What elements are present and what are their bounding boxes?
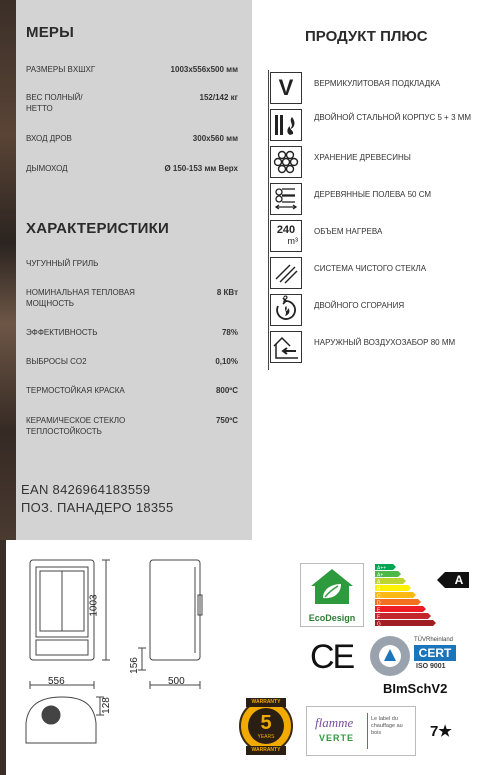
top-offset-dimension: 128: [100, 697, 112, 714]
spec-value: Ø 150-153 мм Верх: [164, 164, 238, 173]
energy-bar-label: A++: [377, 565, 387, 572]
energy-bar-label: F: [377, 614, 381, 621]
clean-glass-icon: [270, 257, 302, 289]
char-label: ЭФФЕКТИВНОСТЬ: [26, 328, 98, 337]
energy-bar: [375, 599, 421, 605]
char-value: 0,10%: [215, 357, 238, 366]
char-label: ВЫБРОСЫ CO2: [26, 357, 87, 366]
char-label: КЕРАМИЧЕСКОЕ СТЕКЛО ТЕПЛОСТОЙКОСТЬ: [26, 416, 126, 436]
char-value: 8 КВт: [216, 288, 238, 297]
feature-item: [268, 294, 478, 330]
warranty-years-number: 5: [260, 712, 272, 734]
ean-code: EAN 8426964183559: [21, 482, 151, 497]
flamme-verte-badge: [306, 706, 416, 756]
energy-label-scale: [375, 562, 475, 628]
flamme-verte-word-2: VERTE: [319, 733, 355, 743]
energy-bar-label: B: [377, 586, 381, 593]
feature-text: ОБЪЕМ НАГРЕВА: [314, 227, 383, 236]
height-dimension: 1003: [88, 594, 100, 617]
char-value: 78%: [221, 328, 238, 337]
flamme-stars-rating: 7★: [430, 723, 452, 740]
feature-item: [268, 331, 478, 367]
energy-bar-label: D: [377, 600, 381, 607]
spec-label: ДЫМОХОД: [26, 164, 68, 173]
energy-bar-label: E: [377, 607, 381, 614]
feature-text: ВЕРМИКУЛИТОВАЯ ПОДКЛАДКА: [314, 79, 441, 88]
warranty-seal: [238, 694, 294, 758]
feature-item: [268, 257, 478, 293]
vermiculite-icon: V: [270, 72, 302, 104]
double-combustion-icon: 2: [270, 294, 302, 326]
energy-bar: [375, 585, 411, 591]
feature-text: ДВОЙНОЙ СТАЛЬНОЙ КОРПУС 5 + 3 ММ: [314, 113, 472, 122]
spec-value: 1003x556x500 мм: [170, 65, 238, 74]
spec-label: РАЗМЕРЫ ВXШXГ: [26, 65, 96, 74]
tuv-seal-icon: [370, 636, 410, 676]
feature-item: [268, 146, 478, 182]
tuv-cert-label: CERT: [414, 645, 456, 661]
energy-class-letter: A: [454, 573, 464, 587]
feature-text: ДЕРЕВЯННЫЕ ПОЛЕВА 50 СМ: [314, 190, 432, 199]
outlet-dimension: 156: [128, 657, 140, 674]
energy-bar-label: A: [377, 579, 381, 586]
double-body-icon: [270, 109, 302, 141]
tuv-iso-label: ISO 9001: [416, 663, 446, 670]
width-dimension: 556: [48, 676, 65, 687]
log-length-icon: [270, 183, 302, 215]
energy-bar: [375, 620, 436, 626]
feature-text: НАРУЖНЫЙ ВОЗДУХОЗАБОР 80 ММ: [314, 338, 456, 347]
flamme-verte-description: Le label du chauffage au bois: [371, 716, 403, 736]
feature-item: [268, 72, 478, 108]
ecodesign-badge: [300, 563, 364, 627]
position-code: ПОЗ. ПАНАДЕРО 18355: [21, 500, 174, 515]
tuv-brand: TÜVRheinland: [414, 637, 454, 643]
depth-dimension: 500: [168, 676, 185, 687]
measures-title: МЕРЫ: [26, 24, 74, 41]
bimschv-label: BImSchV2: [383, 681, 448, 696]
spec-label: ВХОД ДРОВ: [26, 134, 72, 143]
feature-item: [268, 220, 478, 256]
spec-panel: [16, 0, 252, 540]
features-title: ПРОДУКТ ПЛЮС: [305, 28, 428, 45]
outside-air-icon: [270, 331, 302, 363]
char-label: ТЕРМОСТОЙКАЯ КРАСКА: [26, 386, 125, 395]
feature-text: СИСТЕМА ЧИСТОГО СТЕКЛА: [314, 264, 427, 273]
energy-bar: [375, 592, 416, 598]
char-value: 750ºC: [215, 416, 238, 425]
spec-label: ВЕС ПОЛНЫЙ/ НЕТТО: [26, 93, 83, 113]
flamme-verte-word-1: flamme: [315, 715, 354, 730]
warranty-bottom-text: WARRANTY: [251, 747, 281, 753]
energy-bar-label: C: [377, 593, 381, 600]
heating-volume-icon: 240 m³: [270, 220, 302, 252]
feature-item: [268, 183, 478, 219]
feature-item: [268, 109, 478, 145]
energy-bar: [375, 606, 426, 612]
ecodesign-house-icon: [301, 564, 363, 610]
energy-bar-label: G: [377, 621, 381, 628]
warranty-top-text: WARRANTY: [251, 699, 281, 705]
energy-class-arrow: [437, 572, 469, 588]
char-value: 800ºC: [215, 386, 238, 395]
wood-storage-icon: [270, 146, 302, 178]
char-label: НОМИНАЛЬНАЯ ТЕПЛОВАЯ МОЩНОСТЬ: [26, 288, 135, 308]
char-label: ЧУГУННЫЙ ГРИЛЬ: [26, 259, 99, 268]
spec-value: 152/142 кг: [199, 93, 238, 102]
ecodesign-label: EcoDesign: [308, 613, 356, 623]
ce-mark: CE: [310, 638, 354, 676]
feature-text: ХРАНЕНИЕ ДРЕВЕСИНЫ: [314, 153, 411, 162]
energy-bar-label: A+: [377, 572, 384, 579]
spec-value: 300x560 мм: [192, 134, 238, 143]
characteristics-title: ХАРАКТЕРИСТИКИ: [26, 220, 169, 237]
energy-bar: [375, 613, 431, 619]
warranty-years-unit: YEARS: [257, 734, 275, 740]
background-photo-strip: [0, 0, 16, 540]
feature-text: ДВОЙНОГО СГОРАНИЯ: [314, 301, 405, 310]
tuv-badge: [370, 636, 465, 678]
